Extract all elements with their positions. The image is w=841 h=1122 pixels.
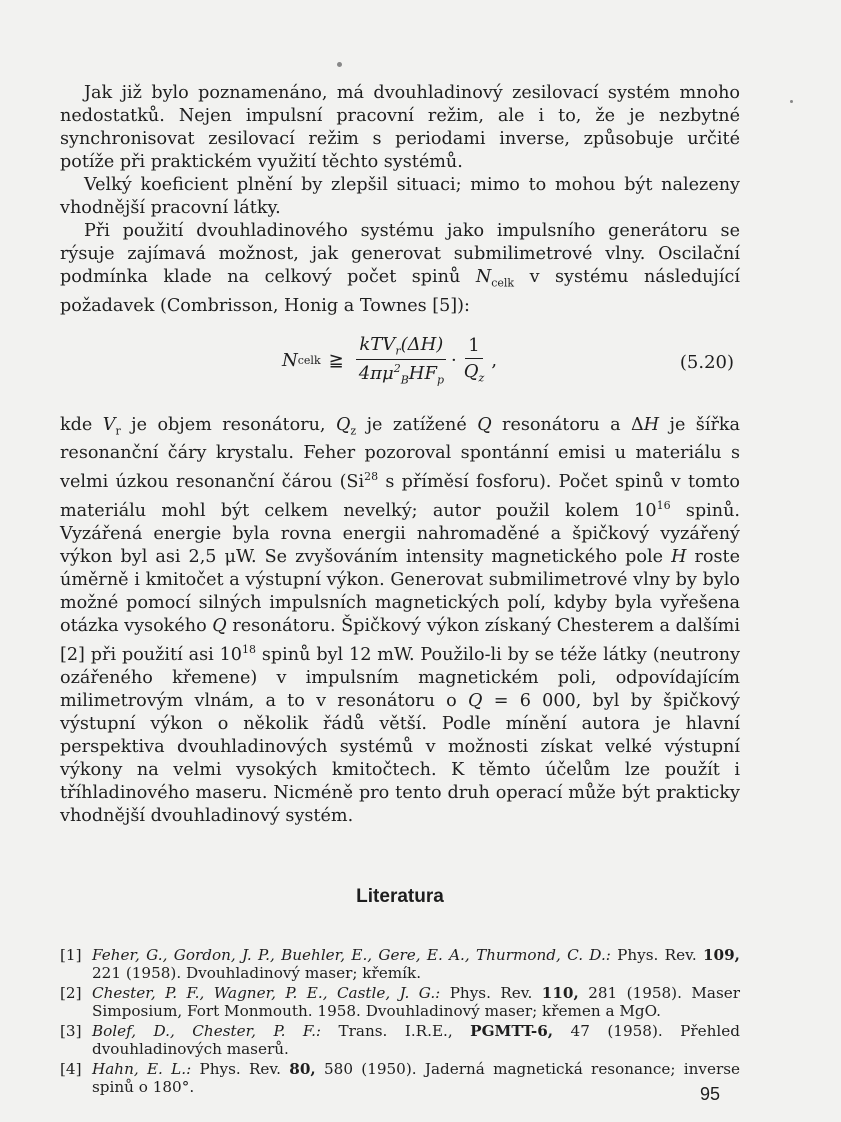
paragraph-4: kde $V_r$ je objem resonátoru, $Q_z$ je zatížené Q resonátoru a ΔH je šířka resonanční čáry krystalu. Feher pozoroval spontánní emisi u materiálu s velmi úzkou resonanční čárou (Si$^{28}$ s příměsí fosforu). Počet spinů v tomto materiálu mohl být celkem nevelký; autor použil kolem $10^{16}$ spinů. Vyzářená energie byla rovna energii nahromaděné a špičkový vyzářený výkon byl asi 2,5 μW. Se zvyšováním intensity magnetického pole H roste úměrně i kmitočet a výstupní výkon. Generovat submilimetrové vlny by bylo možné pomocí silných impulsních magnetických polí, kdyby byla vyřešena otázka vysokého Q resonátoru. Špičkový výkon získaný Chesterem a dalšími [2] při použití asi $10^{18}$ spinů byl 12 mW. Použilo-li by se téže látky (neutrony ozářeného křemene) v impulsním magnetickém poli, odpovídajícím milimetrovým vlnám, a to v resonátoru o Q = 6 000, byl by špičkový výstupní výkon o několik řádů větší. Podle mínění autora je hlavní perspektiva dvouhladinových systémů v možnosti získat velké výstupní výkony na velmi vysokých kmitočtech. K těmto účelům lze použít i tříhladinového maseru. Nicméně pro tento druh operací může být prakticky vhodnější dvouhladinový systém. [60,414,741,826]
page-number: 95 [700,1084,721,1104]
section-heading: Literatura [356,885,444,907]
reference-item: [2] Chester, P. F., Wagner, P. E., Castle, J. G.: Phys. Rev. 110, 281 (1958). Maser Simposium, Fort Monmouth. 1958. Dvouhladinový maser; křemen a MgO. [60,983,740,1020]
equation-body: N celk ≧ $\frac{kTV_r(\Delta H)}{4\pi\mu^2_BHF_p}$ · $\frac{1}{Q_z}$ , [282,333,498,387]
equation-number: (5.20) [679,351,734,373]
paragraph-2: Velký koeficient plnění by zlepšil situaci; mimo to mohou být nalezeny vhodnější pracovní látky. [60,175,740,218]
equation-fraction-1: $\frac{kTV_r(\Delta H)}{4\pi\mu^2_BHF_p}$ [356,334,447,387]
paragraph-3: Při použití dvouhladinového systému jako impulsního generátoru se rýsuje zajímavá možnost, jak generovat submilimetrové vlny. Oscilační podmínka klade na celkový počet spinů $N_{celk}$ v systému následující požadavek (Combrisson, Honig a Townes [5]): [60,221,740,316]
reference-list [60,946,740,1096]
print-speck [337,62,342,67]
equation-5-20 [60,324,740,410]
equation-fraction-2: $\frac{1}{Q_z}$ [463,335,485,385]
print-speck [790,100,793,103]
page-body [60,82,740,1098]
reference-item: [1] Feher, G., Gordon, J. P., Buehler, E., Gere, E. A., Thurmond, C. D.: Phys. Rev. 109, 221 (1958). Dvouhladinový maser; křemík. [60,945,740,982]
paragraph-1: Jak již bylo poznamenáno, má dvouhladinový zesilovací systém mnoho nedostatků. Nejen impulsní pracovní režim, ale i to, že je nezbytné synchronisovat zesilovací režim s periodami inverse, způsobuje určité potíže při praktickém využití těchto systémů. [60,83,740,172]
reference-item: [4] Hahn, E. L.: Phys. Rev. 80, 580 (1950). Jaderná magnetická resonance; inverse spinů o 180°. [60,1059,740,1096]
reference-item: [3] Bolef, D., Chester, P. F.: Trans. I.R.E., PGMTT-6, 47 (1958). Přehled dvouhladinových maserů. [60,1021,740,1058]
